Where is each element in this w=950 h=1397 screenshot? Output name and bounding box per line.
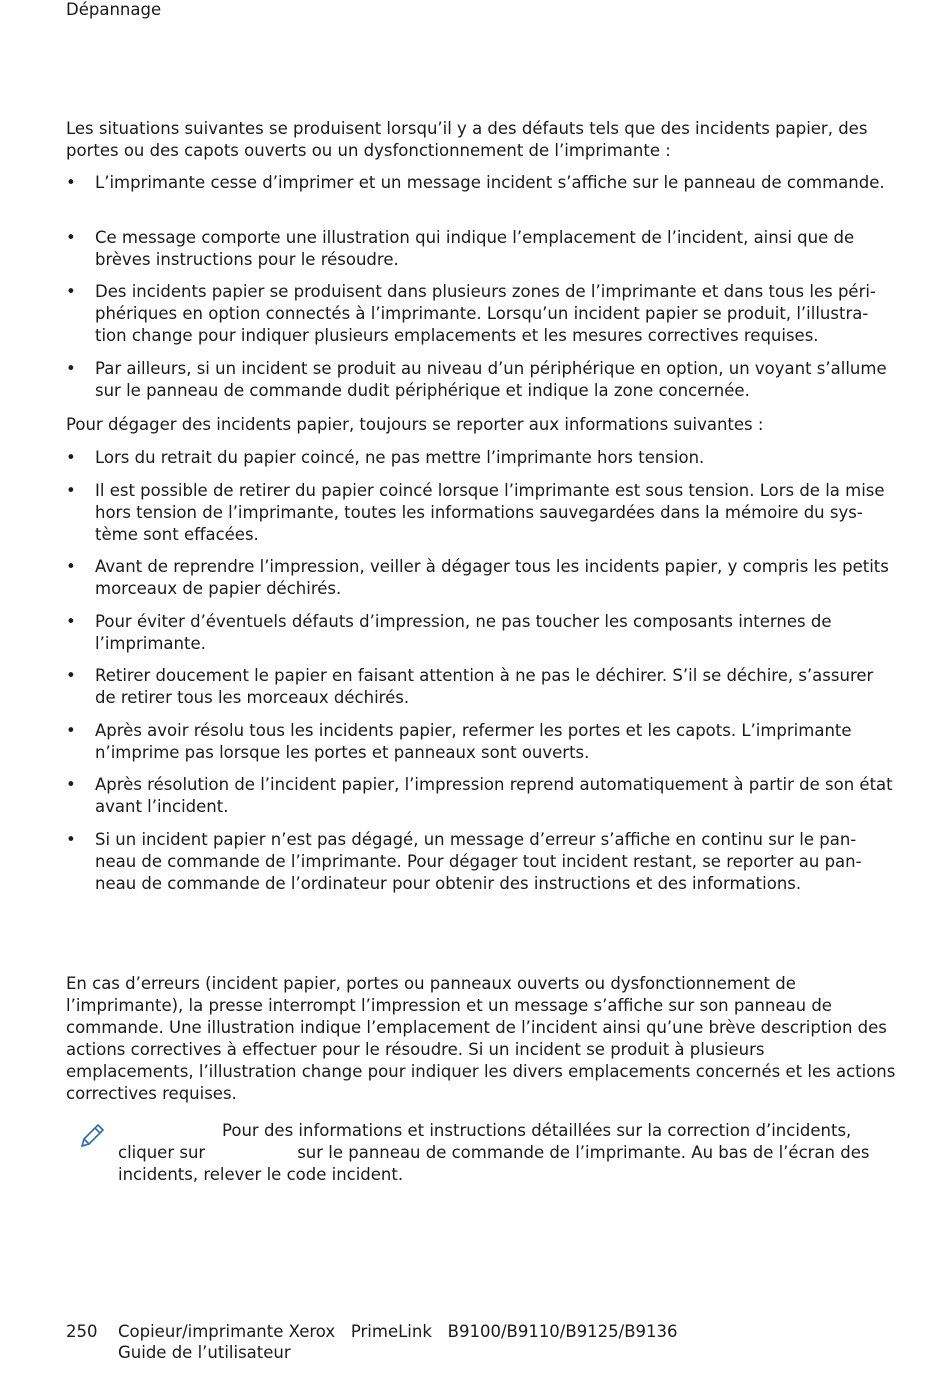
bullet: • <box>66 448 76 467</box>
list-item-text: Avant de reprendre l’impression, veiller à dégager tous les incidents papier, y compris les petits morceaux de papier déchirés. <box>95 557 889 598</box>
footer-title: Copieur/imprimante Xerox PrimeLink B9100/B9110/B9125/B9136 <box>118 1322 678 1341</box>
bullet: • <box>66 830 76 849</box>
paragraph: Pour dégager des incidents papier, toujours se reporter aux informations suivantes : <box>66 415 764 434</box>
intro-paragraph: Les situations suivantes se produisent lorsqu’il y a des défauts tels que des incidents papier, des portes ou des capots ouverts ou un dysfonctionnement de l’imprimante : <box>66 119 868 160</box>
list-item-text: Des incidents papier se produisent dans plusieurs zones de l’imprimante et dans tous les péri-phériques en option connectés à l’imprimante. Lorsqu’un incident papier se produit, l’illustra-tion change pour indiquer plusieurs emplacements et les mesures correctives requises. <box>95 282 876 345</box>
note-text <box>118 1120 898 1186</box>
list-item-text: Après résolution de l’incident papier, l’impression reprend automatiquement à partir de son état avant l’incident. <box>95 775 893 816</box>
list-item-text: Lors du retrait du papier coincé, ne pas mettre l’imprimante hors tension. <box>95 448 705 467</box>
paragraph: En cas d’erreurs (incident papier, portes ou panneaux ouverts ou dysfonctionnement de l’imprimante), la presse interrompt l’impression et un message s’affiche sur son panneau de commande. Une illustration indique l’emplacement de l’incident ainsi qu’une brève description des actions correctives à effectuer pour le résoudre. Si un incident se produit à plusieurs emplacements, l’illustration change pour indiquer les divers emplacements concernés et les actions correctives requises. <box>66 974 896 1103</box>
list-item-text: Par ailleurs, si un incident se produit au niveau d’un périphérique en option, un voyant s’allume sur le panneau de commande dudit périphérique et indique la zone concernée. <box>95 359 887 400</box>
bullet: • <box>66 481 76 500</box>
note-fragment: sur le panneau de commande de l’imprimante. Au bas de l’écran des <box>297 1143 870 1162</box>
bullet: • <box>66 282 76 301</box>
bullet: • <box>66 228 76 247</box>
list-item-text: Retirer doucement le papier en faisant attention à ne pas le déchirer. S’il se déchire, s’assurer de retirer tous les morceaux déchirés. <box>95 666 874 707</box>
bullet: • <box>66 775 76 794</box>
list-item-text: Pour éviter d’éventuels défauts d’impression, ne pas toucher les composants internes de l’imprimante. <box>95 612 832 653</box>
list-item-text: Après avoir résolu tous les incidents papier, refermer les portes et les capots. L’imprimante n’imprime pas lorsque les portes et panneaux sont ouverts. <box>95 721 852 762</box>
bullet: • <box>66 612 76 631</box>
bullet: • <box>66 721 76 740</box>
list-item-text: L’imprimante cesse d’imprimer et un message incident s’affiche sur le panneau de commande. <box>95 173 885 192</box>
bullet: • <box>66 173 76 192</box>
note-line: Pour des informations et instructions détaillées sur la correction d’incidents, <box>222 1121 852 1140</box>
page-number: 250 <box>66 1322 98 1341</box>
bullet: • <box>66 557 76 576</box>
bullet: • <box>66 666 76 685</box>
note-line: incidents, relever le code incident. <box>118 1165 404 1184</box>
note-fragment: cliquer sur <box>118 1143 206 1162</box>
note-line <box>118 1142 898 1164</box>
list-item-text: Si un incident papier n’est pas dégagé, un message d’erreur s’affiche en continu sur le pan-neau de commande de l’imprimante. Pour dégager tout incident restant, se reporter au pan-neau de commande de l’ordinateur pour obtenir des instructions et des informations. <box>95 830 862 893</box>
list-item-text: Il est possible de retirer du papier coincé lorsque l’imprimante est sous tension. Lors de la mise hors tension de l’imprimante, toutes les informations sauvegardées dans la mémoire du sys-tème sont effacées. <box>95 481 885 544</box>
bullet: • <box>66 359 76 378</box>
running-header: Dépannage <box>66 0 162 19</box>
pencil-icon <box>78 1122 106 1150</box>
footer-subtitle: Guide de l’utilisateur <box>118 1343 291 1362</box>
list-item-text: Ce message comporte une illustration qui indique l’emplacement de l’incident, ainsi que de brèves instructions pour le résoudre. <box>95 228 855 269</box>
